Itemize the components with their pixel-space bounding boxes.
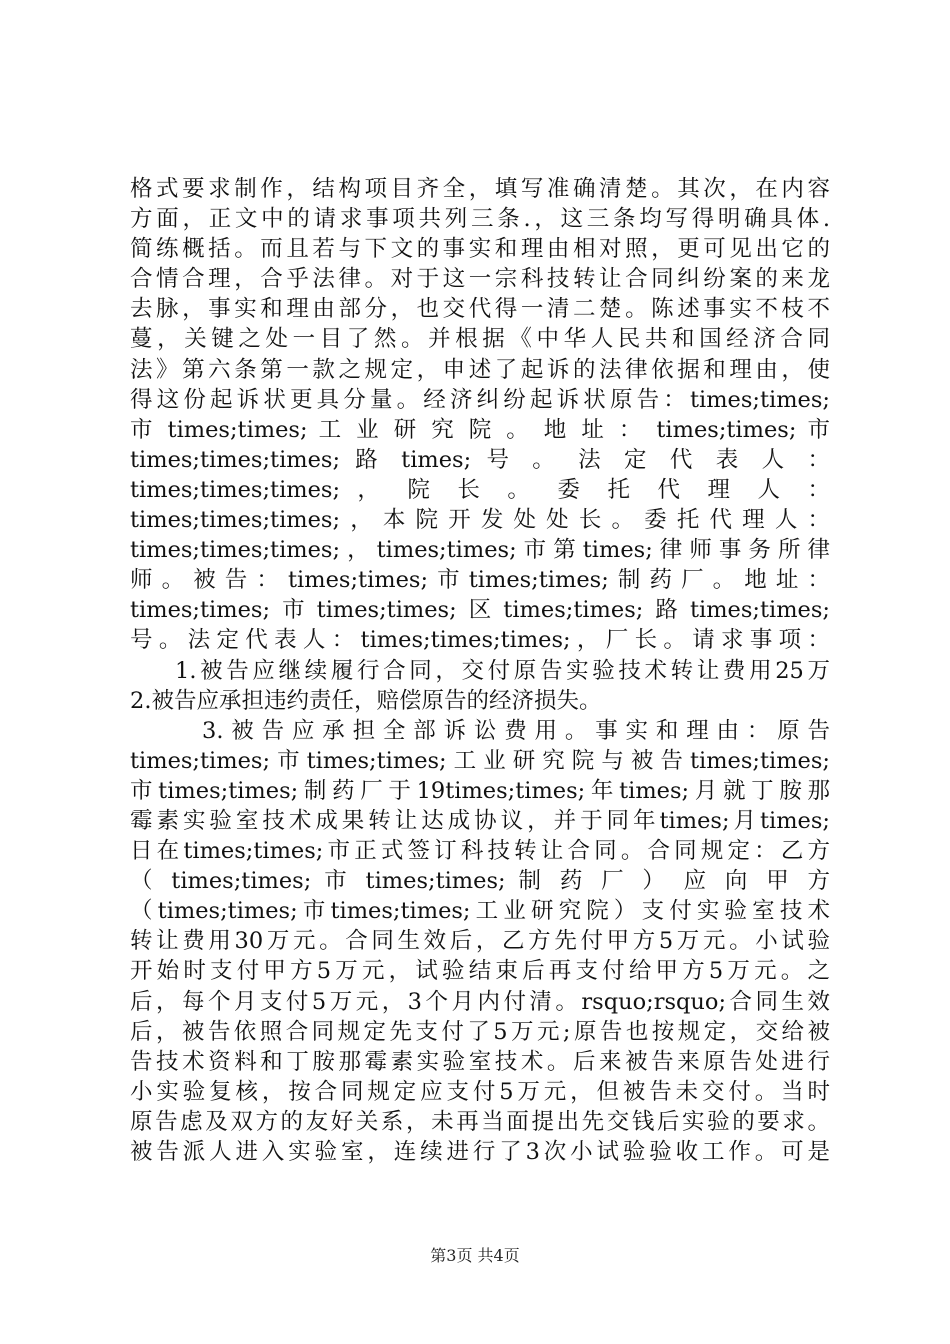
text-line: 方面，正文中的请求事项共列三条.，这三条均写得明确具体.	[130, 206, 830, 233]
text-line: 师。被告：times;times;市times;times;制药厂。地址：	[130, 567, 830, 594]
text-line: 原告虑及双方的友好关系，未再当面提出先交钱后实验的要求。	[130, 1108, 830, 1135]
request-item-1: 1.被告应继续履行合同，交付原告实验技术转让费用25万	[175, 657, 830, 684]
text-line: 蔓，关键之处一目了然。并根据《中华人民共和国经济合同	[130, 326, 830, 353]
text-line: 合情合理，合乎法律。对于这一宗科技转让合同纠纷案的来龙	[130, 266, 830, 293]
text-line: 得这份起诉状更具分量。经济纠纷起诉状原告：times;times;	[130, 386, 830, 413]
text-line: 小实验复核，按合同规定应支付5万元，但被告未交付。当时	[130, 1078, 830, 1105]
text-line: 格式要求制作，结构项目齐全，填写准确清楚。其次，在内容	[130, 176, 830, 202]
text-line: times;times;times; ， 院 长 。 委 托 代 理 人 ：	[130, 476, 830, 503]
text-line: （ times;times; 市 times;times; 制 药 厂 ） 应 向 甲 方	[130, 868, 830, 895]
text-line: （times;times;市times;times;工业研究院）支付实验室技术	[130, 898, 830, 925]
text-line: 简练概括。而且若与下文的事实和理由相对照，更可见出它的	[130, 236, 830, 263]
text-line: 法》第六条第一款之规定，申述了起诉的法律依据和理由，使	[130, 356, 830, 383]
text-line: times;times;市times;times;工业研究院与被告times;times;	[130, 747, 830, 774]
text-line: times;times;times; 路 times; 号 。 法 定 代 表 人 ：	[130, 446, 830, 473]
request-item-3: 3.被告应承担全部诉讼费用。事实和理由：原告	[202, 717, 830, 744]
document-body	[130, 174, 830, 1167]
request-item-2: 2.被告应承担违约责任，赔偿原告的经济损失。	[130, 687, 602, 714]
text-line: times;times;市times;times;区times;times;路times;times;	[130, 597, 830, 624]
text-line: times;times;times;，times;times;市第times;律师事务所律	[130, 537, 830, 564]
text-line: times;times;times;，本院开发处处长。委托代理人：	[130, 507, 830, 534]
text-line: 后，被告依照合同规定先支付了5万元;原告也按规定，交给被	[130, 1018, 830, 1045]
text-line: 霉素实验室技术成果转让达成协议，并于同年times;月times;	[130, 807, 830, 834]
text-line: 市times;times;制药厂于19times;times;年times;月就丁胺那	[130, 777, 830, 804]
text-line: 转让费用30万元。合同生效后，乙方先付甲方5万元。小试验	[130, 928, 830, 955]
text-line: 告技术资料和丁胺那霉素实验室技术。后来被告来原告处进行	[130, 1048, 830, 1075]
text-line: 市 times;times; 工 业 研 究 院 。 地 址 ： times;times; 市	[130, 416, 830, 443]
text-line: 被告派人进入实验室，连续进行了3次小试验验收工作。可是	[130, 1139, 830, 1165]
text-line: 日在times;times;市正式签订科技转让合同。合同规定：乙方	[130, 838, 830, 865]
text-line: 开始时支付甲方5万元，试验结束后再支付给甲方5万元。之	[130, 958, 830, 985]
page-number-footer: 第3页 共4页	[430, 1246, 520, 1265]
text-line: 后，每个月支付5万元，3个月内付清。rsquo;rsquo;合同生效	[130, 988, 830, 1015]
text-line: 号。法定代表人：times;times;times;，厂长。请求事项：	[130, 627, 830, 654]
text-line: 去脉，事实和理由部分，也交代得一清二楚。陈述事实不枝不	[130, 296, 830, 323]
